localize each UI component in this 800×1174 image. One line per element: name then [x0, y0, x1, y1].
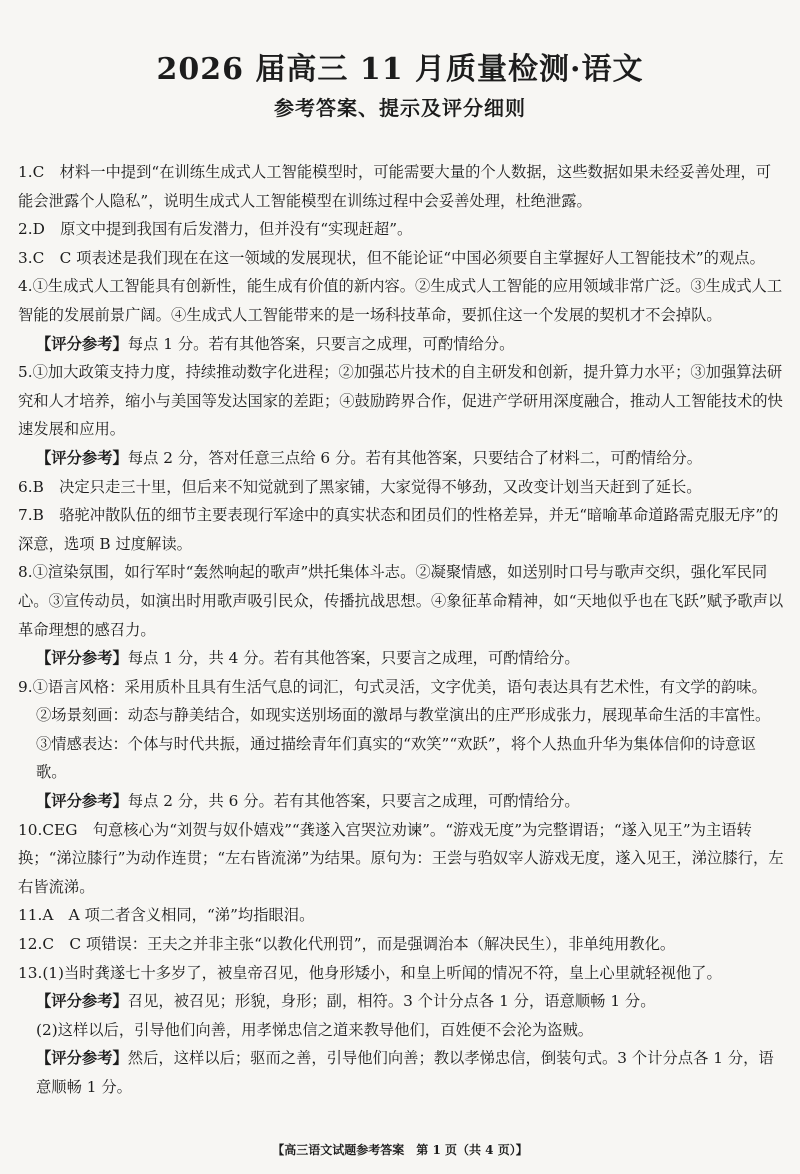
scoring-label: 【评分参考】 — [36, 1049, 128, 1068]
scoring-text: 然后，这样以后；驱而之善，引导他们向善；教以孝悌忠信，倒装句式。3 个计分点各 1 分，语意顺畅 1 分。 — [36, 1049, 774, 1096]
scoring-note-q8 — [18, 644, 784, 673]
answer-q3: 3.C C 项表述是我们现在在这一领域的发展现状，但不能论证“中国必须要自主掌握好人工智能技术”的观点。 — [18, 248, 765, 267]
answer-list — [18, 158, 784, 1102]
answer-q1: 1.C 材料一中提到“在训练生成式人工智能模型时，可能需要大量的个人数据，这些数据如果未经妥善处理，可能会泄露个人隐私”，说明生成式人工智能模型在训练过程中会妥善处理，杜绝泄露。 — [18, 163, 772, 210]
scoring-text: 召见，被召见；形貌，身形；副，相符。3 个计分点各 1 分，语意顺畅 1 分。 — [127, 992, 656, 1011]
answer-q9-point1: 9.①语言风格：采用质朴且具有生活气息的词汇，句式灵活，文字优美，语句表达具有艺术性，有文学的韵味。 — [18, 677, 767, 696]
page-subtitle: 参考答案、提示及评分细则 — [274, 96, 526, 120]
scoring-label: 【评分参考】 — [36, 448, 128, 467]
answer-q13-part1: 13.(1)当时龚遂七十多岁了，被皇帝召见，他身形矮小，和皇上听闻的情况不符，皇上心里就轻视他了。 — [18, 963, 722, 982]
scoring-text: 每点 1 分，共 4 分。若有其他答案，只要言之成理，可酌情给分。 — [127, 649, 580, 668]
scoring-label: 【评分参考】 — [36, 992, 128, 1011]
scoring-label: 【评分参考】 — [36, 334, 128, 353]
answer-q5: 5.①加大政策支持力度，持续推动数字化进程；②加强芯片技术的自主研发和创新，提升算力水平；③加强算法研究和人才培养，缩小与美国等发达国家的差距；④鼓励跨界合作，促进产学研用深度融合，推动人工智能技术的快速发展和应用。 — [18, 363, 783, 439]
answer-q13-part2: (2)这样以后，引导他们向善，用孝悌忠信之道来教导他们，百姓便不会沦为盗贼。 — [36, 1020, 594, 1039]
scoring-note-q4 — [18, 330, 784, 359]
answer-q9-point2: ②场景刻画：动态与静美结合，如现实送别场面的激昂与教堂演出的庄严形成张力，展现革命生活的丰富性。 — [36, 706, 771, 725]
answer-q2: 2.D 原文中提到我国有后发潜力，但并没有“实现赶超”。 — [18, 220, 413, 239]
scoring-note-q9 — [18, 787, 784, 816]
answer-q4: 4.①生成式人工智能具有创新性，能生成有价值的新内容。②生成式人工智能的应用领域非常广泛。③生成式人工智能的发展前景广阔。④生成式人工智能带来的是一场科技革命，要抓住这一个发展的契机才不会掉队。 — [18, 277, 783, 324]
scoring-text: 每点 1 分。若有其他答案，只要言之成理，可酌情给分。 — [127, 334, 515, 353]
scoring-text: 每点 2 分，答对任意三点给 6 分。若有其他答案，只要结合了材料二，可酌情给分。 — [127, 448, 703, 467]
answer-q12: 12.C C 项错误：王夫之并非主张“以教化代刑罚”，而是强调治本（解决民生），非单纯用教化。 — [18, 935, 676, 954]
scoring-note-q13-1 — [18, 987, 784, 1016]
answer-q11: 11.A A 项二者含义相同，“涕”均指眼泪。 — [18, 906, 315, 925]
page-title: 2026 届高三 11 月质量检测·语文 — [156, 52, 644, 87]
page-footer: 【高三语文试题参考答案 第 1 页（共 4 页）】 — [272, 1143, 528, 1157]
answer-q8: 8.①渲染氛围，如行军时“轰然响起的歌声”烘托集体斗志。②凝聚情感，如送别时口号与歌声交织，强化军民同心。③宣传动员，如演出时用歌声吸引民众，传播抗战思想。④象征革命精神，如“天地似乎也在飞跃”赋予歌声以革命理想的感召力。 — [18, 563, 784, 639]
answer-q7: 7.B 骆驼冲散队伍的细节主要表现行军途中的真实状态和团员们的性格差异，并无“暗喻革命道路需克服无序”的深意，选项 B 过度解读。 — [18, 506, 779, 553]
answer-q6: 6.B 决定只走三十里，但后来不知觉就到了黑家铺，大家觉得不够劲，又改变计划当天赶到了延长。 — [18, 477, 702, 496]
answer-q10: 10.CEG 句意核心为“刘贺与奴仆嬉戏”“龚遂入宫哭泣劝谏”。“游戏无度”为完整谓语；“遂入见王”为主语转换；“涕泣膝行”为动作连贯；“左右皆流涕”为结果。原句为：王尝与驺奴宰人游戏无度，遂入见王，涕泣膝行，左右皆流涕。 — [18, 820, 784, 896]
scoring-label: 【评分参考】 — [36, 792, 128, 811]
answer-q9-point3: ③情感表达：个体与时代共振，通过描绘青年们真实的“欢笑”“欢跃”，将个人热血升华为集体信仰的诗意讴歌。 — [36, 734, 756, 782]
scoring-label: 【评分参考】 — [36, 649, 128, 668]
scoring-note-q13-2 — [18, 1044, 784, 1101]
scoring-text: 每点 2 分，共 6 分。若有其他答案，只要言之成理，可酌情给分。 — [127, 792, 580, 811]
scoring-note-q5 — [18, 444, 784, 473]
